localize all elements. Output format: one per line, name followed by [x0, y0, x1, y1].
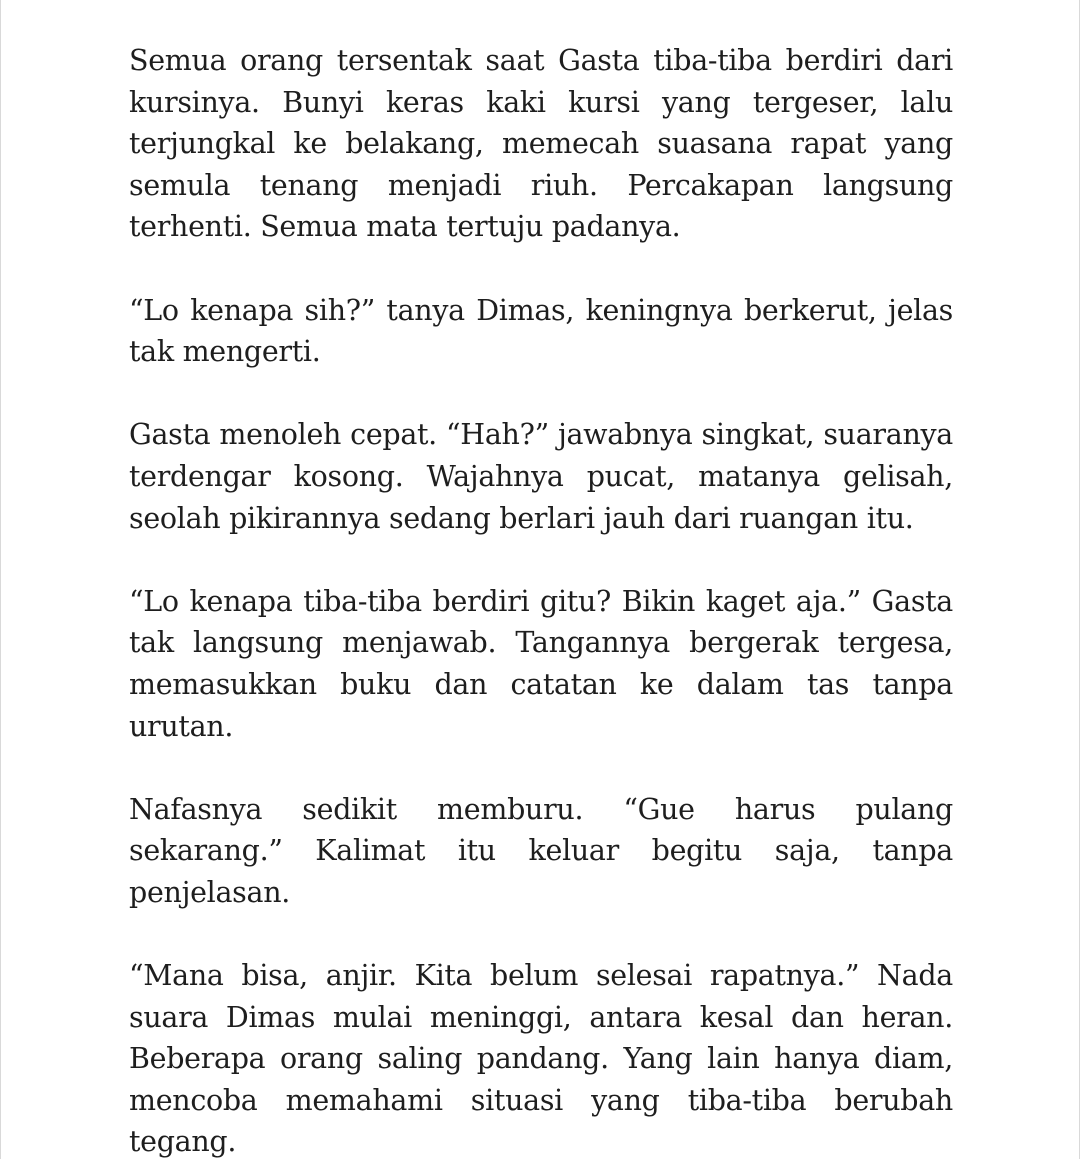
paragraph-2: “Lo kenapa sih?” tanya Dimas, keningnya berkerut, jelas tak mengerti.	[129, 293, 953, 369]
paragraph-5: Nafasnya sedikit memburu. “Gue harus pulang sekarang.” Kalimat itu keluar begitu saja, tanpa penjelasan.	[129, 792, 953, 909]
paragraph-3: Gasta menoleh cepat. “Hah?” jawabnya singkat, suaranya terdengar kosong. Wajahnya pucat, matanya gelisah, seolah pikirannya sedang berlari jauh dari ruangan itu.	[129, 418, 953, 535]
paragraph-4: “Lo kenapa tiba-tiba berdiri gitu? Bikin kaget aja.” Gasta tak langsung menjawab. Tangannya bergerak tergesa, memasukkan buku dan catatan ke dalam tas tanpa urutan.	[129, 584, 953, 743]
story-text	[129, 40, 953, 1159]
paragraph-1: Semua orang tersentak saat Gasta tiba-tiba berdiri dari kursinya. Bunyi keras kaki kursi yang tergeser, lalu terjungkal ke belakang, memecah suasana rapat yang semula tenang menjadi riuh. Percakapan langsung terhenti. Semua mata tertuju padanya.	[129, 44, 953, 244]
paragraph-6: “Mana bisa, anjir. Kita belum selesai rapatnya.” Nada suara Dimas mulai meninggi, antara kesal dan heran. Beberapa orang saling pandang. Yang lain hanya diam, mencoba memahami situasi yang tiba-tiba berubah tegang.	[129, 959, 953, 1159]
